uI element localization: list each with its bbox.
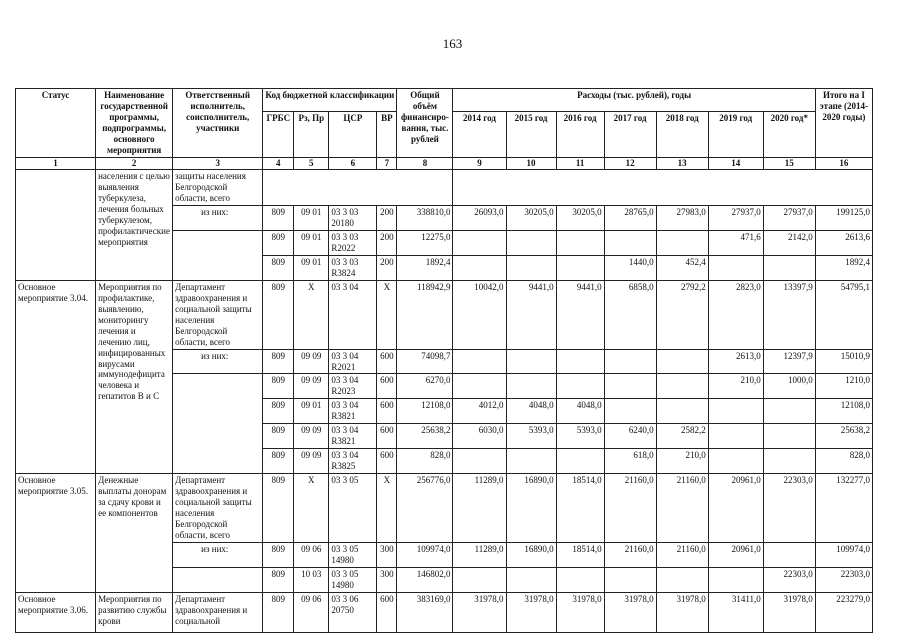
table-row <box>16 170 873 206</box>
y2017-cell: 28765,0 <box>604 205 656 230</box>
grbs-cell: 809 <box>263 567 294 592</box>
csr-cell: 03 3 05 14980 <box>329 543 377 568</box>
header-budget-code: Код бюджетной классификации <box>263 89 397 112</box>
table-row <box>16 474 873 543</box>
y2014-cell <box>453 374 506 399</box>
header-executor: Ответственный исполнитель, соисполнитель, участники <box>173 89 263 158</box>
vr-cell: 600 <box>377 374 397 399</box>
header-grbs: ГРБС <box>263 112 294 158</box>
y2016-cell: 18514,0 <box>556 543 604 568</box>
header-2019: 2019 год <box>708 112 763 158</box>
y2019-cell <box>708 399 763 424</box>
itogo-cell: 25638,2 <box>815 424 872 449</box>
y2017-cell: 21160,0 <box>604 543 656 568</box>
y2018-cell <box>656 399 708 424</box>
grbs-cell: 809 <box>263 424 294 449</box>
itogo-cell: 54795,1 <box>815 280 872 349</box>
vr-cell: 300 <box>377 543 397 568</box>
y2017-cell <box>604 374 656 399</box>
y2019-cell: 210,0 <box>708 374 763 399</box>
empty-cell <box>453 170 873 206</box>
rzpr-cell: 09 01 <box>294 255 329 280</box>
iz-nih-cell: из них: <box>173 543 263 568</box>
grbs-cell: 809 <box>263 449 294 474</box>
col-number: 8 <box>397 158 453 170</box>
total-cell: 383169,0 <box>397 592 453 632</box>
page-number: 163 <box>442 36 463 51</box>
budget-table <box>15 88 873 633</box>
col-number: 2 <box>96 158 173 170</box>
executor-cell: Департамент здравоохранения и социальной защиты населения Белгородской области, всего <box>173 280 263 349</box>
col-number: 3 <box>173 158 263 170</box>
grbs-cell: 809 <box>263 399 294 424</box>
empty-cell <box>263 170 453 206</box>
y2019-cell: 27937,0 <box>708 205 763 230</box>
col-number: 14 <box>708 158 763 170</box>
grbs-cell: 809 <box>263 230 294 255</box>
y2014-cell: 6030,0 <box>453 424 506 449</box>
table-row <box>16 280 873 349</box>
y2014-cell: 11289,0 <box>453 543 506 568</box>
col-number: 4 <box>263 158 294 170</box>
y2017-cell: 31978,0 <box>604 592 656 632</box>
y2019-cell <box>708 424 763 449</box>
executor-cell: Департамент здравоохранения и социальной защиты населения Белгородской области, всего <box>173 474 263 543</box>
y2015-cell: 30205,0 <box>506 205 556 230</box>
col-number: 13 <box>656 158 708 170</box>
y2015-cell: 5393,0 <box>506 424 556 449</box>
y2018-cell: 21160,0 <box>656 474 708 543</box>
vr-cell: 600 <box>377 399 397 424</box>
total-cell: 12275,0 <box>397 230 453 255</box>
csr-cell: 03 3 03 R3824 <box>329 255 377 280</box>
y2014-cell: 11289,0 <box>453 474 506 543</box>
grbs-cell: 809 <box>263 374 294 399</box>
y2015-cell <box>506 230 556 255</box>
header-row-1 <box>16 89 873 112</box>
y2015-cell <box>506 567 556 592</box>
csr-cell: 03 3 04 R2023 <box>329 374 377 399</box>
y2017-cell <box>604 399 656 424</box>
y2015-cell: 16890,0 <box>506 474 556 543</box>
vr-cell: 600 <box>377 592 397 632</box>
y2014-cell <box>453 255 506 280</box>
header-csr: ЦСР <box>329 112 377 158</box>
rzpr-cell: 09 09 <box>294 449 329 474</box>
executor-cell: защиты населения Белгородской области, всего <box>173 170 263 206</box>
y2020-cell <box>763 399 815 424</box>
y2019-cell: 2613,0 <box>708 349 763 374</box>
vr-cell: X <box>377 280 397 349</box>
y2020-cell: 22303,0 <box>763 474 815 543</box>
total-cell: 12108,0 <box>397 399 453 424</box>
y2018-cell: 2582,2 <box>656 424 708 449</box>
vr-cell: 200 <box>377 205 397 230</box>
name-cell: Мероприятия по развитию службы крови <box>96 592 173 632</box>
y2018-cell: 21160,0 <box>656 543 708 568</box>
y2014-cell: 10042,0 <box>453 280 506 349</box>
y2018-cell <box>656 567 708 592</box>
header-itogo: Итого на I этапе (2014-2020 годы) <box>815 89 872 158</box>
header-name: Наименование государственной программы, подпрограммы, основного мероприятия <box>96 89 173 158</box>
y2019-cell: 20961,0 <box>708 474 763 543</box>
y2020-cell: 12397,9 <box>763 349 815 374</box>
header-total-volume: Общий объём финансиро-вания, тыс. рублей <box>397 89 453 158</box>
col-number: 9 <box>453 158 506 170</box>
header-2017: 2017 год <box>604 112 656 158</box>
vr-cell: 600 <box>377 424 397 449</box>
rzpr-cell: 09 01 <box>294 230 329 255</box>
total-cell: 74098,7 <box>397 349 453 374</box>
grbs-cell: 809 <box>263 255 294 280</box>
y2020-cell <box>763 449 815 474</box>
iz-nih-cell: из них: <box>173 349 263 374</box>
y2014-cell <box>453 567 506 592</box>
y2018-cell <box>656 230 708 255</box>
itogo-cell: 15010,9 <box>815 349 872 374</box>
rzpr-cell: 09 06 <box>294 543 329 568</box>
y2017-cell <box>604 567 656 592</box>
y2019-cell: 2823,0 <box>708 280 763 349</box>
vr-cell: 200 <box>377 230 397 255</box>
itogo-cell: 22303,0 <box>815 567 872 592</box>
y2020-cell: 1000,0 <box>763 374 815 399</box>
grbs-cell: 809 <box>263 349 294 374</box>
y2017-cell: 21160,0 <box>604 474 656 543</box>
status-cell: Основное мероприятие 3.06. <box>16 592 96 632</box>
y2015-cell: 9441,0 <box>506 280 556 349</box>
col-number: 11 <box>556 158 604 170</box>
total-cell: 6270,0 <box>397 374 453 399</box>
y2016-cell: 9441,0 <box>556 280 604 349</box>
total-cell: 256776,0 <box>397 474 453 543</box>
vr-cell: 600 <box>377 449 397 474</box>
y2016-cell: 4048,0 <box>556 399 604 424</box>
y2014-cell <box>453 449 506 474</box>
header-status: Статус <box>16 89 96 158</box>
y2018-cell: 31978,0 <box>656 592 708 632</box>
header-2020: 2020 год* <box>763 112 815 158</box>
y2020-cell <box>763 543 815 568</box>
y2016-cell <box>556 230 604 255</box>
executor-cell <box>173 567 263 592</box>
y2016-cell <box>556 349 604 374</box>
itogo-cell: 132277,0 <box>815 474 872 543</box>
itogo-cell: 12108,0 <box>815 399 872 424</box>
itogo-cell: 109974,0 <box>815 543 872 568</box>
csr-cell: 03 3 04 R3821 <box>329 399 377 424</box>
total-cell: 118942,9 <box>397 280 453 349</box>
y2015-cell: 31978,0 <box>506 592 556 632</box>
y2020-cell: 13397,9 <box>763 280 815 349</box>
csr-cell: 03 3 04 R3825 <box>329 449 377 474</box>
executor-cell <box>173 230 263 280</box>
y2020-cell: 2142,0 <box>763 230 815 255</box>
y2016-cell <box>556 449 604 474</box>
itogo-cell: 2613,6 <box>815 230 872 255</box>
y2016-cell <box>556 374 604 399</box>
vr-cell: 300 <box>377 567 397 592</box>
y2014-cell <box>453 230 506 255</box>
executor-cell <box>173 374 263 474</box>
total-cell: 146802,0 <box>397 567 453 592</box>
y2015-cell <box>506 374 556 399</box>
y2020-cell: 22303,0 <box>763 567 815 592</box>
itogo-cell: 223279,0 <box>815 592 872 632</box>
y2016-cell: 5393,0 <box>556 424 604 449</box>
y2017-cell: 1440,0 <box>604 255 656 280</box>
y2019-cell <box>708 567 763 592</box>
col-number: 15 <box>763 158 815 170</box>
rzpr-cell: 09 01 <box>294 205 329 230</box>
y2018-cell: 2792,2 <box>656 280 708 349</box>
rzpr-cell: 10 03 <box>294 567 329 592</box>
y2015-cell: 16890,0 <box>506 543 556 568</box>
csr-cell: 03 3 03 R2022 <box>329 230 377 255</box>
column-number-row <box>16 158 873 170</box>
y2019-cell <box>708 255 763 280</box>
name-cell: населения с целью выявления туберкулеза, лечения больных туберкулезом, профилактические мероприятия <box>96 170 173 281</box>
total-cell: 828,0 <box>397 449 453 474</box>
csr-cell: 03 3 06 20750 <box>329 592 377 632</box>
grbs-cell: 809 <box>263 205 294 230</box>
y2019-cell: 20961,0 <box>708 543 763 568</box>
col-number: 16 <box>815 158 872 170</box>
y2019-cell <box>708 449 763 474</box>
status-cell <box>16 170 96 281</box>
total-cell: 109974,0 <box>397 543 453 568</box>
y2020-cell: 27937,0 <box>763 205 815 230</box>
header-expenses: Расходы (тыс. рублей), годы <box>453 89 815 112</box>
header-rzpr: Рз, Пр <box>294 112 329 158</box>
y2016-cell: 18514,0 <box>556 474 604 543</box>
csr-cell: 03 3 04 R3821 <box>329 424 377 449</box>
total-cell: 338810,0 <box>397 205 453 230</box>
itogo-cell: 199125,0 <box>815 205 872 230</box>
y2020-cell: 31978,0 <box>763 592 815 632</box>
executor-cell: Департамент здравоохранения и социальной <box>173 592 263 632</box>
csr-cell: 03 3 03 20180 <box>329 205 377 230</box>
csr-cell: 03 3 04 <box>329 280 377 349</box>
y2020-cell <box>763 424 815 449</box>
y2018-cell: 210,0 <box>656 449 708 474</box>
vr-cell: 600 <box>377 349 397 374</box>
col-number: 6 <box>329 158 377 170</box>
header-2015: 2015 год <box>506 112 556 158</box>
name-cell: Денежные выплаты донорам за сдачу крови и ее компонентов <box>96 474 173 593</box>
header-2016: 2016 год <box>556 112 604 158</box>
rzpr-cell: 09 01 <box>294 399 329 424</box>
y2020-cell <box>763 255 815 280</box>
grbs-cell: 809 <box>263 592 294 632</box>
y2015-cell: 4048,0 <box>506 399 556 424</box>
y2016-cell <box>556 567 604 592</box>
y2015-cell <box>506 449 556 474</box>
y2017-cell: 6858,0 <box>604 280 656 349</box>
itogo-cell: 1210,0 <box>815 374 872 399</box>
col-number: 5 <box>294 158 329 170</box>
status-cell: Основное мероприятие 3.05. <box>16 474 96 593</box>
name-cell: Мероприятия по профилактике, выявлению, мониторингу лечения и лечению лиц, инфицированных вирусами иммунодефицита человека и гепатитов В и С <box>96 280 173 474</box>
y2017-cell <box>604 349 656 374</box>
header-2018: 2018 год <box>656 112 708 158</box>
grbs-cell: 809 <box>263 543 294 568</box>
csr-cell: 03 3 05 <box>329 474 377 543</box>
y2018-cell: 27983,0 <box>656 205 708 230</box>
rzpr-cell: X <box>294 474 329 543</box>
csr-cell: 03 3 05 14980 <box>329 567 377 592</box>
y2019-cell: 31411,0 <box>708 592 763 632</box>
y2017-cell <box>604 230 656 255</box>
iz-nih-cell: из них: <box>173 205 263 230</box>
rzpr-cell: X <box>294 280 329 349</box>
y2016-cell <box>556 255 604 280</box>
total-cell: 1892,4 <box>397 255 453 280</box>
col-number: 10 <box>506 158 556 170</box>
y2018-cell <box>656 374 708 399</box>
header-vr: ВР <box>377 112 397 158</box>
col-number: 1 <box>16 158 96 170</box>
y2017-cell: 6240,0 <box>604 424 656 449</box>
csr-cell: 03 3 04 R2021 <box>329 349 377 374</box>
rzpr-cell: 09 09 <box>294 374 329 399</box>
col-number: 7 <box>377 158 397 170</box>
vr-cell: X <box>377 474 397 543</box>
y2018-cell <box>656 349 708 374</box>
y2015-cell <box>506 255 556 280</box>
y2016-cell: 31978,0 <box>556 592 604 632</box>
header-2014: 2014 год <box>453 112 506 158</box>
y2014-cell: 4012,0 <box>453 399 506 424</box>
y2016-cell: 30205,0 <box>556 205 604 230</box>
y2014-cell: 31978,0 <box>453 592 506 632</box>
rzpr-cell: 09 09 <box>294 349 329 374</box>
grbs-cell: 809 <box>263 474 294 543</box>
itogo-cell: 828,0 <box>815 449 872 474</box>
y2019-cell: 471,6 <box>708 230 763 255</box>
total-cell: 25638,2 <box>397 424 453 449</box>
col-number: 12 <box>604 158 656 170</box>
grbs-cell: 809 <box>263 280 294 349</box>
rzpr-cell: 09 06 <box>294 592 329 632</box>
status-cell: Основное мероприятие 3.04. <box>16 280 96 474</box>
y2015-cell <box>506 349 556 374</box>
vr-cell: 200 <box>377 255 397 280</box>
y2018-cell: 452,4 <box>656 255 708 280</box>
y2014-cell <box>453 349 506 374</box>
rzpr-cell: 09 09 <box>294 424 329 449</box>
y2017-cell: 618,0 <box>604 449 656 474</box>
itogo-cell: 1892,4 <box>815 255 872 280</box>
y2014-cell: 26093,0 <box>453 205 506 230</box>
table-row <box>16 592 873 632</box>
